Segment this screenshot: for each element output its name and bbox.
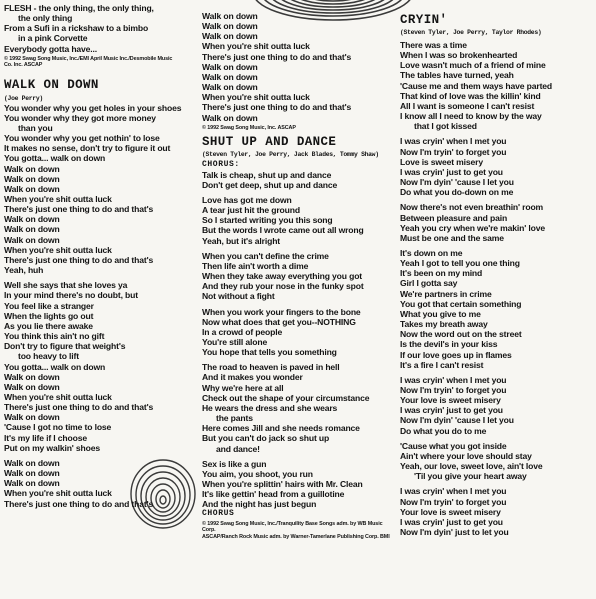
lyric-line: Now I'm tryin' to forget you — [400, 146, 507, 157]
song-title-walk-on-down: WALK ON DOWN — [4, 77, 99, 92]
lyric-line: FLESH - the only thing, the only thing, — [4, 3, 154, 13]
lyric-line: I was cryin' just to get you — [400, 516, 503, 527]
lyric-line: Walk on down — [202, 11, 258, 21]
lyric-line: Sex is like a gun — [202, 458, 267, 469]
lyric-line: Now I'm dyin' 'cause I let you — [400, 415, 514, 426]
lyric-line: It makes no sense, don't try to figure it out — [4, 143, 171, 154]
lyric-line: Well she says that she loves ya — [4, 280, 128, 291]
lyric-line: There's just one thing to do and that's — [4, 204, 154, 215]
song-credit: (Joe Perry) — [4, 94, 43, 102]
lyric-line: Walk on down — [4, 214, 60, 225]
lyric-line: Talk is cheap, shut up and dance — [202, 169, 332, 180]
lyric-line: When the lights go out — [4, 310, 94, 321]
lyric-line: Yeah I got to tell you one thing — [400, 258, 520, 269]
lyric-line: There's just one thing to do and that's — [4, 402, 154, 413]
walk-on-down-lyrics — [4, 103, 196, 509]
copyright-line: ASCAP/Ranch Rock Music adm. by Warner-Tamerlane Publishing Corp. BMI — [202, 533, 390, 540]
lyric-line: Not without a fight — [202, 291, 275, 302]
lyric-line: When I was so brokenhearted — [400, 50, 518, 61]
lyric-line: You got that certain something — [400, 298, 522, 309]
song-title-shut-up-and-dance: SHUT UP AND DANCE — [202, 135, 337, 150]
lyric-line: Your love is sweet misery — [400, 395, 501, 406]
lyric-line: When you're shit outta luck — [4, 488, 112, 499]
lyric-line: Walk on down — [202, 82, 258, 93]
lyric-line: Then life ain't worth a dime — [202, 260, 309, 271]
lyric-line: There's just one thing to do and that's — [4, 498, 154, 509]
lyric-line: Yeah, our love, sweet love, ain't love — [400, 461, 543, 472]
lyric-line: 'Cause me and them ways have parted — [400, 80, 553, 91]
lyric-line: Now there's not even breathin' room — [400, 202, 544, 213]
lyric-line: You gotta... walk on down — [4, 361, 106, 372]
flesh-lyrics-end — [4, 3, 196, 54]
lyric-line: We're partners in crime — [400, 288, 492, 299]
lyric-line: Love has got me down — [202, 194, 292, 205]
flesh-copyright — [4, 56, 196, 69]
lyric-line: The tables have turned, yeah — [400, 70, 514, 81]
lyric-line: Love wasn't much of a friend of mine — [400, 60, 546, 71]
shut-up-and-dance-copyright — [202, 521, 394, 540]
lyric-line: You're still alone — [202, 336, 268, 347]
lyric-line: Walk on down — [4, 163, 60, 174]
lyric-line: Walk on down — [202, 21, 258, 32]
lyric-line: I was cryin' just to get you — [400, 166, 503, 177]
song-title-cryin: CRYIN' — [400, 13, 448, 27]
lyric-line: It's like gettin' head from a guillotine — [202, 489, 345, 500]
lyric-line: Now the word out on the street — [400, 329, 522, 340]
lyric-line: When you're shit outta luck — [202, 41, 310, 52]
lyric-line: Walk on down — [4, 183, 60, 194]
lyric-line: Here comes Jill and she needs romance — [202, 423, 360, 434]
lyric-line: Walk on down — [202, 71, 258, 82]
lyric-line: In a crowd of people — [202, 326, 283, 337]
lyric-line: Girl I gotta say — [400, 278, 458, 289]
lyric-line: But the words I wrote came out all wrong — [202, 225, 364, 236]
lyric-line: That kind of love was the killin' kind — [400, 90, 541, 101]
lyric-line: But you can't do jack so shut up — [202, 433, 330, 444]
lyric-line: Don't try to figure that weight's — [4, 341, 126, 352]
lyric-line: There's just one thing to do and that's — [202, 51, 352, 62]
lyric-line: When you work your fingers to the bone — [202, 306, 361, 317]
lyric-line: I know all I need to know by the way — [400, 111, 542, 122]
lyric-line-continued: 'Til you give your heart away — [414, 471, 527, 482]
lyric-line: There's just one thing to do and that's — [4, 254, 154, 265]
lyric-line-continued: than you — [18, 122, 53, 133]
chorus-label: CHORUS: — [202, 160, 240, 170]
cryin-lyrics — [400, 40, 594, 537]
walk-on-down-copyright: © 1992 Swag Song Music, Inc. ASCAP — [202, 124, 296, 131]
lyric-line: When you're shit outta luck — [202, 92, 310, 103]
walk-on-down-lyrics-continued — [202, 11, 394, 123]
lyric-line: When you can't define the crime — [202, 250, 329, 261]
lyric-line: A tear just hit the ground — [202, 205, 300, 216]
lyric-line: Now what does that get you--NOTHING — [202, 316, 356, 327]
lyric-line: You gotta... walk on down — [4, 153, 106, 164]
lyric-line: Now I'm tryin' to forget you — [400, 385, 507, 395]
lyric-line: Put on my walkin' shoes — [4, 442, 101, 453]
lyric-line: You wonder why you get holes in your shoes — [4, 102, 182, 113]
lyric-line: It's been on my mind — [400, 268, 483, 279]
lyric-line: Yeah you cry when we're makin' love — [400, 222, 545, 233]
lyric-line: When you're shit outta luck — [4, 391, 112, 402]
copyright-line: © 1992 Swag Song Music, Inc./EMI April Music Inc./Desmobile Music — [4, 55, 173, 62]
lyric-line: Walk on down — [202, 61, 258, 72]
lyric-line: If our love goes up in flames — [400, 349, 512, 360]
lyric-line: The road to heaven is paved in hell — [202, 362, 340, 373]
lyric-line: You aim, you shoot, you run — [202, 468, 313, 479]
lyric-line: Check out the shape of your circumstance — [202, 392, 370, 403]
lyric-line: Walk on down — [202, 112, 258, 123]
lyric-line: I was cryin' just to get you — [400, 405, 503, 416]
lyric-line: Walk on down — [4, 173, 60, 184]
lyric-line: And they rub your nose in the funky spot — [202, 281, 364, 292]
lyric-line: All I want is someone I can't resist — [400, 100, 535, 111]
lyric-line: It's a fire I can't resist — [400, 359, 484, 370]
copyright-line: Co. Inc. ASCAP — [4, 62, 43, 69]
lyric-line: Do what you do-down on me — [400, 187, 514, 198]
lyric-line-continued: that I got kissed — [414, 121, 477, 132]
lyric-line: In your mind there's no doubt, but — [4, 290, 138, 301]
lyric-line: Now I'm tryin' to forget you — [400, 496, 507, 507]
lyric-line: Walk on down — [4, 381, 60, 392]
lyric-line: Walk on down — [202, 31, 258, 42]
lyric-line: Between pleasure and pain — [400, 212, 508, 223]
lyric-line: When you're shit outta luck — [4, 244, 112, 255]
lyric-line: It's down on me — [400, 247, 463, 258]
song-credit: (Steven Tyler, Joe Perry, Jack Blades, Tommy Shaw) — [202, 151, 379, 159]
lyric-line: Don't get deep, shut up and dance — [202, 179, 338, 190]
lyric-line: When you're shit outta luck — [4, 194, 112, 204]
column-right — [400, 0, 594, 537]
column-middle — [202, 0, 394, 540]
lyric-line: 'Cause I got no time to lose — [4, 422, 112, 433]
lyric-line: Walk on down — [4, 234, 60, 245]
lyric-line: And the night has just begun — [202, 499, 317, 510]
lyric-line-continued: the only thing — [18, 13, 73, 24]
lyric-line: You wonder why they got more money — [4, 112, 156, 123]
lyric-line: Love is sweet misery — [400, 156, 483, 167]
lyric-line: From a Sufi in a rickshaw to a bimbo — [4, 23, 149, 34]
lyric-line: Is the devil's in your kiss — [400, 339, 498, 350]
lyric-line: So I started writing you this song — [202, 215, 333, 226]
lyric-line-continued: in a pink Corvette — [18, 33, 88, 44]
lyric-line: As you lie there awake — [4, 320, 93, 331]
lyric-line: And it makes you wonder — [202, 372, 303, 383]
song-credit: (Steven Tyler, Joe Perry, Taylor Rhodes) — [400, 29, 542, 36]
lyric-line: I was cryin' when I met you — [400, 136, 507, 147]
lyric-line: You hope that tells you something — [202, 347, 337, 358]
lyric-line: Walk on down — [4, 224, 60, 235]
lyric-line: There's just one thing to do and that's — [202, 102, 352, 113]
copyright-line: © 1992 Swag Song Music, Inc./Tranquility Base Songs adm. by WB Music Corp. — [202, 520, 383, 534]
lyric-line: Now I'm dyin' 'cause I let you — [400, 177, 514, 188]
lyric-line: When you're splittin' hairs with Mr. Clean — [202, 479, 363, 489]
shut-up-and-dance-lyrics — [202, 170, 394, 519]
lyric-line: Do what you do to me — [400, 425, 487, 436]
lyric-line: Walk on down — [4, 412, 60, 423]
lyric-line: You think this ain't no gift — [4, 331, 105, 342]
column-left — [4, 0, 196, 509]
lyric-line-continued: the pants — [216, 413, 253, 424]
lyric-line: Walk on down — [4, 371, 60, 382]
lyric-line: Must be one and the same — [400, 232, 504, 243]
lyric-line: You wonder why you get nothin' to lose — [4, 133, 160, 144]
lyric-line: When they take away everything you got — [202, 271, 363, 282]
lyric-line: There was a time — [400, 40, 467, 50]
lyric-line: What you give to me — [400, 308, 481, 319]
lyric-line: You feel like a stranger — [4, 300, 94, 311]
lyric-line-continued: too heavy to lift — [18, 351, 79, 362]
chorus-label: CHORUS — [202, 509, 235, 519]
lyric-line: I was cryin' when I met you — [400, 374, 507, 385]
lyric-line: 'Cause what you got inside — [400, 440, 507, 451]
lyric-line: Everybody gotta have... — [4, 43, 98, 54]
lyric-line: Your love is sweet misery — [400, 506, 501, 517]
lyric-line: Walk on down — [4, 478, 60, 489]
lyric-line: I was cryin' when I met you — [400, 486, 507, 497]
lyric-line: Yeah, but it's alright — [202, 235, 281, 246]
lyric-line-continued: and dance! — [216, 443, 260, 454]
lyric-line: Ain't where your love should stay — [400, 450, 532, 461]
lyric-line: Walk on down — [4, 468, 60, 479]
lyric-line: Now I'm dyin' just to let you — [400, 527, 509, 538]
lyric-line: It's my life if I choose — [4, 432, 87, 443]
lyric-line: Walk on down — [4, 457, 60, 468]
lyric-line: He wears the dress and she wears — [202, 402, 338, 413]
lyric-line: Takes my breath away — [400, 319, 488, 330]
lyric-line: Why we're here at all — [202, 382, 284, 393]
lyric-line: Yeah, huh — [4, 265, 44, 276]
